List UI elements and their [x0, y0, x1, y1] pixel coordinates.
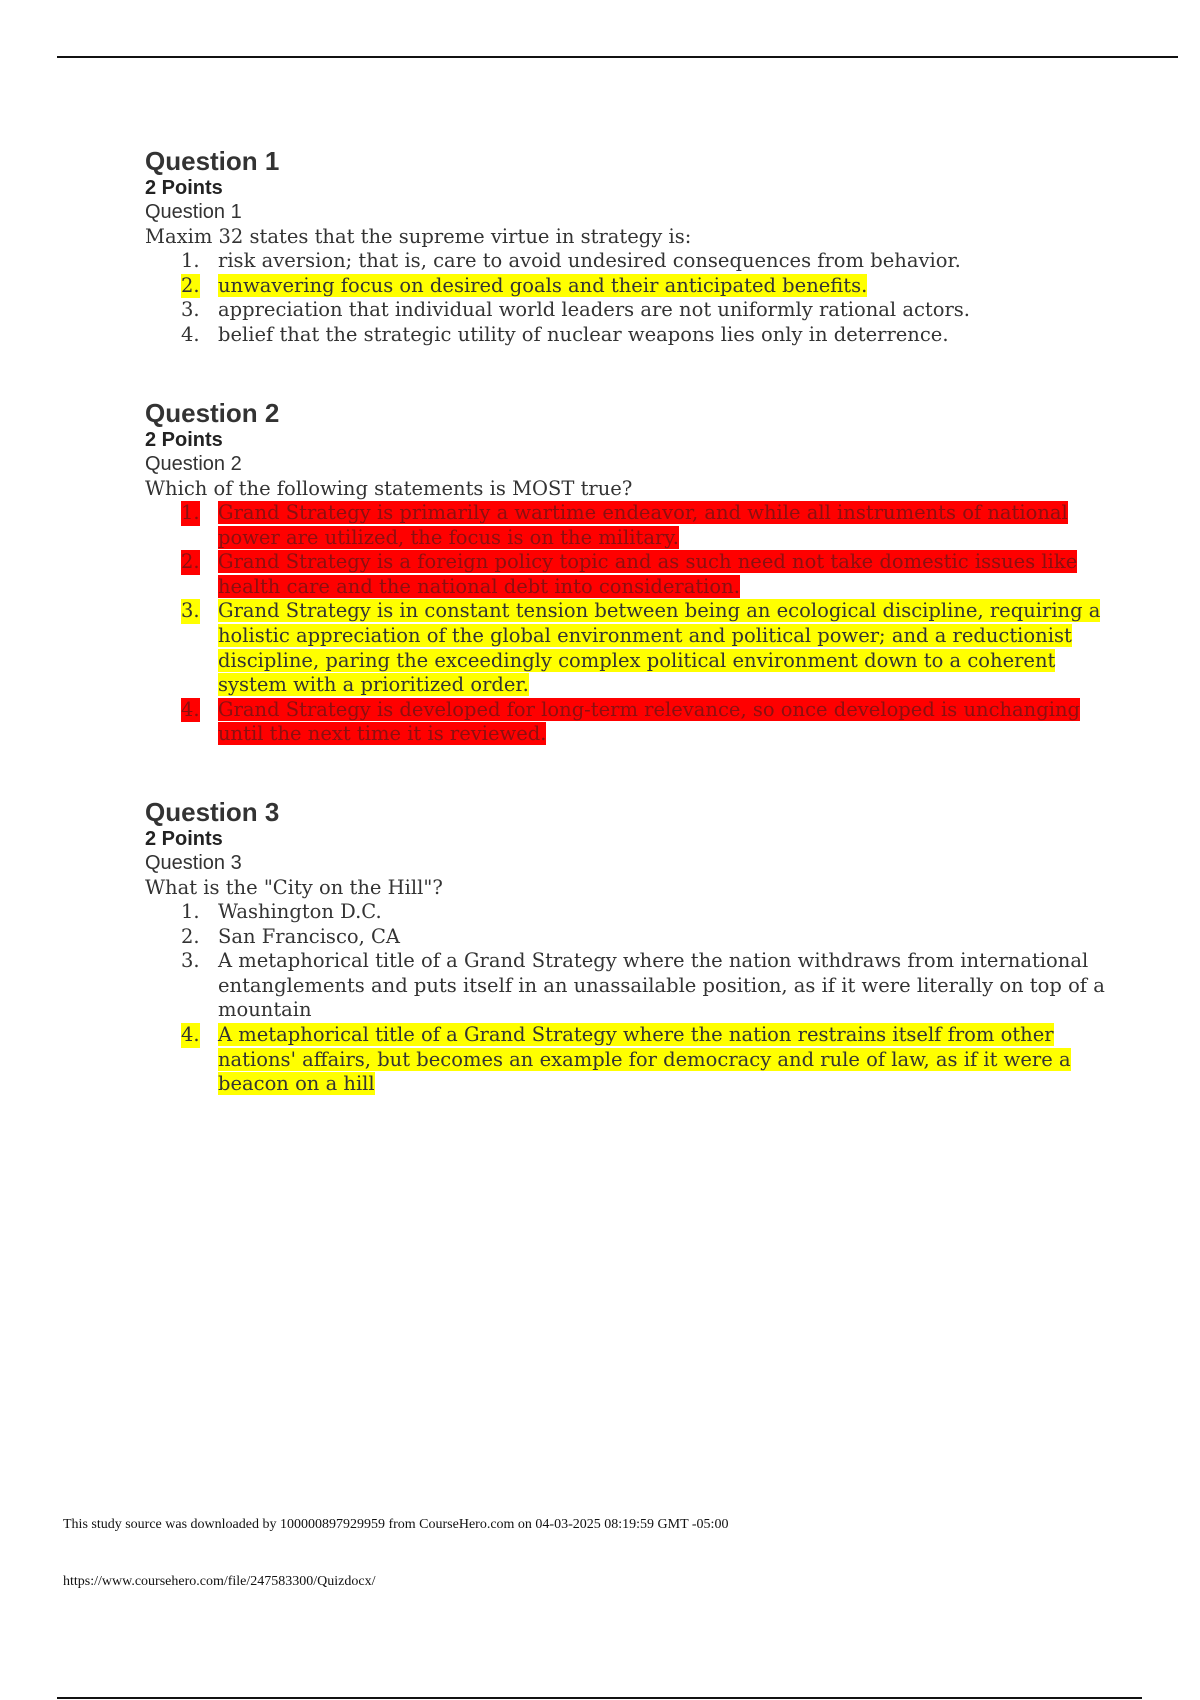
- option-number: 4.: [181, 1022, 200, 1046]
- question-block-2: [145, 398, 1105, 747]
- question-prompt: Maxim 32 states that the supreme virtue in strategy is:: [145, 225, 692, 248]
- answer-options: [145, 249, 1105, 347]
- question-block-3: [145, 797, 1105, 1097]
- option-text: risk aversion; that is, care to avoid undesired consequences from behavior.: [218, 249, 961, 272]
- answer-option: [145, 949, 1105, 1023]
- option-text: appreciation that individual world leaders are not uniformly rational actors.: [218, 298, 970, 322]
- top-rule: [57, 56, 1178, 58]
- option-number: 4.: [181, 322, 200, 346]
- option-text: unwavering focus on desired goals and their anticipated benefits.: [218, 273, 868, 297]
- question-prompt: Which of the following statements is MOST true?: [145, 477, 633, 500]
- option-text: Washington D.C.: [218, 900, 382, 923]
- option-number: 2.: [181, 550, 200, 574]
- option-text: Grand Strategy is primarily a wartime endeavor, and while all instruments of national power are utilized, the focus is on the military.: [218, 501, 1068, 549]
- answer-options: [145, 501, 1105, 747]
- question-heading: Question 1: [145, 146, 280, 176]
- answer-options: [145, 900, 1105, 1097]
- answer-option: [145, 925, 1105, 950]
- option-text: A metaphorical title of a Grand Strategy where the nation restrains itself from other nations' affairs, but becomes an example for democracy and rule of law, as if it were a beacon on a hill: [218, 1022, 1071, 1096]
- option-text: Grand Strategy is a foreign policy topic and as such need not take domestic issues like health care and the national debt into consideration.: [218, 550, 1078, 598]
- option-text: A metaphorical title of a Grand Strategy where the nation withdraws from international entanglements and puts itself in an unassailable position, as if it were literally on top of a mountain: [218, 949, 1105, 1022]
- download-source-note: This study source was downloaded by 100000897929959 from CourseHero.com on 04-03-2025 08:19:59 GMT -05:00: [63, 1517, 729, 1532]
- option-text: Grand Strategy is in constant tension between being an ecological discipline, requiring a holistic appreciation of the global environment and political power; and a reductionist discipline, paring the exceedingly complex political environment down to a coherent system with a prioritized order.: [218, 599, 1101, 697]
- answer-option-highlighted-wrong: [145, 698, 1105, 747]
- answer-option-highlighted-correct: [145, 1023, 1105, 1097]
- answer-option: [145, 298, 1105, 323]
- source-url[interactable]: https://www.coursehero.com/file/247583300/Quizdocx/: [63, 1574, 376, 1589]
- bottom-rule: [57, 1697, 1142, 1699]
- answer-option-highlighted-correct: [145, 274, 1105, 299]
- question-prompt: What is the "City on the Hill"?: [145, 876, 443, 899]
- answer-option-highlighted-correct: [145, 599, 1105, 697]
- answer-option: [145, 900, 1105, 925]
- question-sublabel: Question 2: [145, 453, 242, 475]
- option-number: 3.: [181, 949, 200, 973]
- question-points: 2 Points: [145, 429, 223, 451]
- answer-option-highlighted-wrong: [145, 501, 1105, 550]
- option-number: 4.: [181, 697, 200, 721]
- option-number: 1.: [181, 900, 200, 923]
- option-number: 2.: [181, 924, 200, 948]
- option-text: San Francisco, CA: [218, 924, 401, 948]
- question-points: 2 Points: [145, 177, 223, 199]
- answer-option: [145, 249, 1105, 274]
- option-number: 1.: [181, 501, 200, 524]
- option-text: belief that the strategic utility of nuclear weapons lies only in deterrence.: [218, 322, 949, 346]
- option-number: 1.: [181, 249, 200, 272]
- question-block-1: [145, 146, 1105, 347]
- option-number: 3.: [181, 599, 200, 623]
- answer-option-highlighted-wrong: [145, 550, 1105, 599]
- question-points: 2 Points: [145, 828, 223, 850]
- question-heading: Question 2: [145, 398, 280, 428]
- question-heading: Question 3: [145, 797, 280, 827]
- option-number: 2.: [181, 273, 200, 297]
- answer-option: [145, 323, 1105, 348]
- question-sublabel: Question 3: [145, 852, 242, 874]
- option-text: Grand Strategy is developed for long-term relevance, so once developed is unchanging until the next time it is reviewed.: [218, 697, 1080, 746]
- question-sublabel: Question 1: [145, 201, 242, 223]
- option-number: 3.: [181, 298, 200, 322]
